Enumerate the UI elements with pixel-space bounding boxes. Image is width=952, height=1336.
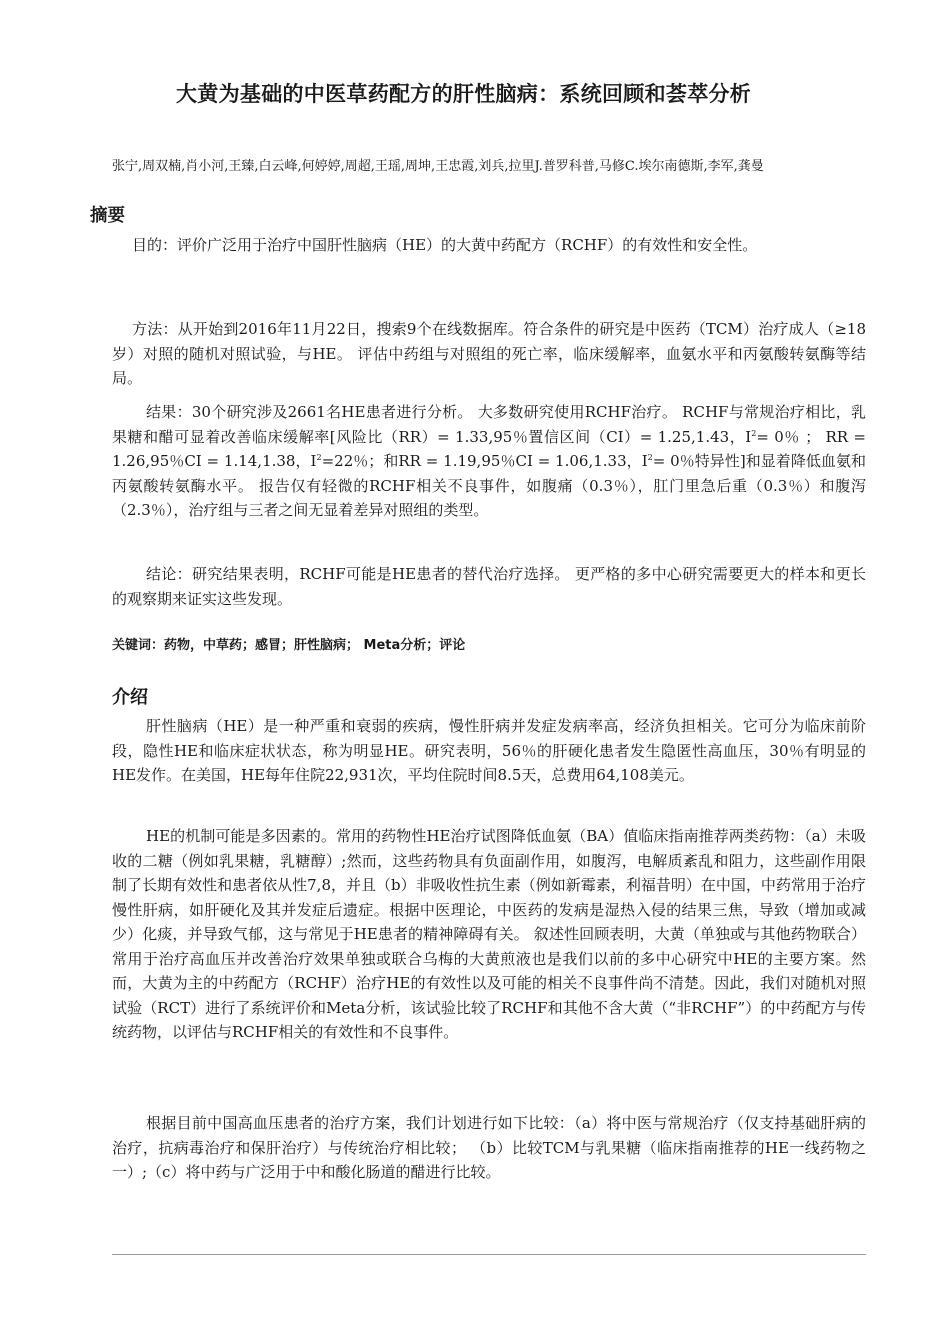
superscript-3: 2 bbox=[647, 453, 653, 462]
introduction-paragraph-2: HE的机制可能是多因素的。常用的药物性HE治疗试图降低血氨（BA）值临床指南推荐两类药物：（a）未吸收的二糖（例如乳果糖，乳糖醇）;然而，这些药物具有负面副作用，如腹泻，电解质紊乱和阻力，这些副作用限制了长期有效性和患者依从性7,8，并且（b）非吸收性抗生素（例如新霉素，利福昔明）在中国，中药常用于治疗慢性肝病，如肝硬化及其并发症后遗症。根据中医理论，中医药的发病是湿热入侵的结果三焦，导致（增加或减少）化痰，并导致气郁，这与常见于HE患者的精神障碍有关。 叙述性回顾表明，大黄（单独或与其他药物联合）常用于治疗高血压并改善治疗效果单独或联合乌梅的大黄煎液也是我们以前的多中心研究中HE的主要方案。然而，大黄为主的中药配方（RCHF）治疗HE的有效性以及可能的相关不良事件尚不清楚。因此，我们对随机对照试验（RCT）进行了系统评价和Meta分析，该试验比较了RCHF和其他不含大黄（“非RCHF”）的中药配方与传统药物，以评估与RCHF相关的有效性和不良事件。 bbox=[112, 827, 866, 1041]
superscript-1: 2 bbox=[751, 428, 757, 438]
paper-title: 大黄为基础的中医草药配方的肝性脑病：系统回顾和荟萃分析 bbox=[176, 82, 752, 106]
results-text-3: =22％；和RR = 1.19,95％CI = 1.06,1.33，I bbox=[321, 452, 648, 470]
superscript-2: 2 bbox=[316, 453, 322, 462]
results-text-2: = 0％ ； RR = 1.26,95％CI = 1.14,1.38，I bbox=[112, 427, 866, 470]
introduction-paragraph-3: 根据目前中国高血压患者的治疗方案，我们计划进行如下比较：（a）将中医与常规治疗（仅支持基础肝病的治疗，抗病毒治疗和保肝治疗）与传统治疗相比较； （b）比较TCM与乳果糖（临床指南推荐的HE一线药物之一）;（c）将中药与广泛用于中和酸化肠道的醋进行比较。 bbox=[112, 1114, 866, 1181]
results-text-4: = 0％特异性]和显着降低血氨和丙氨酸转氨酶水平。 报告仅有轻微的RCHF相关不良事件，如腹痛（0.3％），肛门里急后重（0.3％）和腹泻（2.3％），治疗组与三者之间无显着差异对照组的类型。 bbox=[112, 452, 866, 519]
abstract-methods: 方法：从开始到2016年11月22日，搜索9个在线数据库。符合条件的研究是中医药（TCM）治疗成人（≥18岁）对照的随机对照试验，与HE。 评估中药组与对照组的死亡率，临床缓解率，血氨水平和丙氨酸转氨酶等结局。 bbox=[112, 320, 866, 387]
introduction-paragraph-1: 肝性脑病（HE）是一种严重和衰弱的疾病，慢性肝病并发症发病率高，经济负担相关。它可分为临床前阶段，隐性HE和临床症状状态，称为明显HE。研究表明，56％的肝硬化患者发生隐匿性高血压，30％有明显的HE发作。在美国，HE每年住院22,931次，平均住院时间8.5天，总费用64,108美元。 bbox=[112, 717, 866, 784]
abstract-objective: 目的：评价广泛用于治疗中国肝性脑病（HE）的大黄中药配方（RCHF）的有效性和安全性。 bbox=[132, 236, 758, 254]
keywords: 关键词：药物，中草药；感冒；肝性脑病； Meta分析；评论 bbox=[112, 638, 466, 653]
abstract-heading: 摘要 bbox=[90, 206, 125, 226]
footer-divider bbox=[112, 1254, 866, 1255]
author-list: 张宁,周双楠,肖小河,王臻,白云峰,何婷婷,周超,王瑶,周坤,王忠霞,刘兵,拉里J.普罗科普,马修C.埃尔南德斯,李军,龚曼 bbox=[112, 159, 764, 174]
introduction-heading: 介绍 bbox=[112, 687, 148, 708]
abstract-conclusion: 结论：研究结果表明，RCHF可能是HE患者的替代治疗选择。 更严格的多中心研究需要更大的样本和更长的观察期来证实这些发现。 bbox=[112, 565, 866, 608]
results-text-1: 结果：30个研究涉及2661名HE患者进行分析。 大多数研究使用RCHF治疗。 RCHF与常规治疗相比，乳果糖和醋可显着改善临床缓解率[风险比（RR）= 1.33,95％置信区间（CI）= 1.25,1.43，I bbox=[112, 403, 866, 446]
abstract-results bbox=[112, 400, 866, 523]
